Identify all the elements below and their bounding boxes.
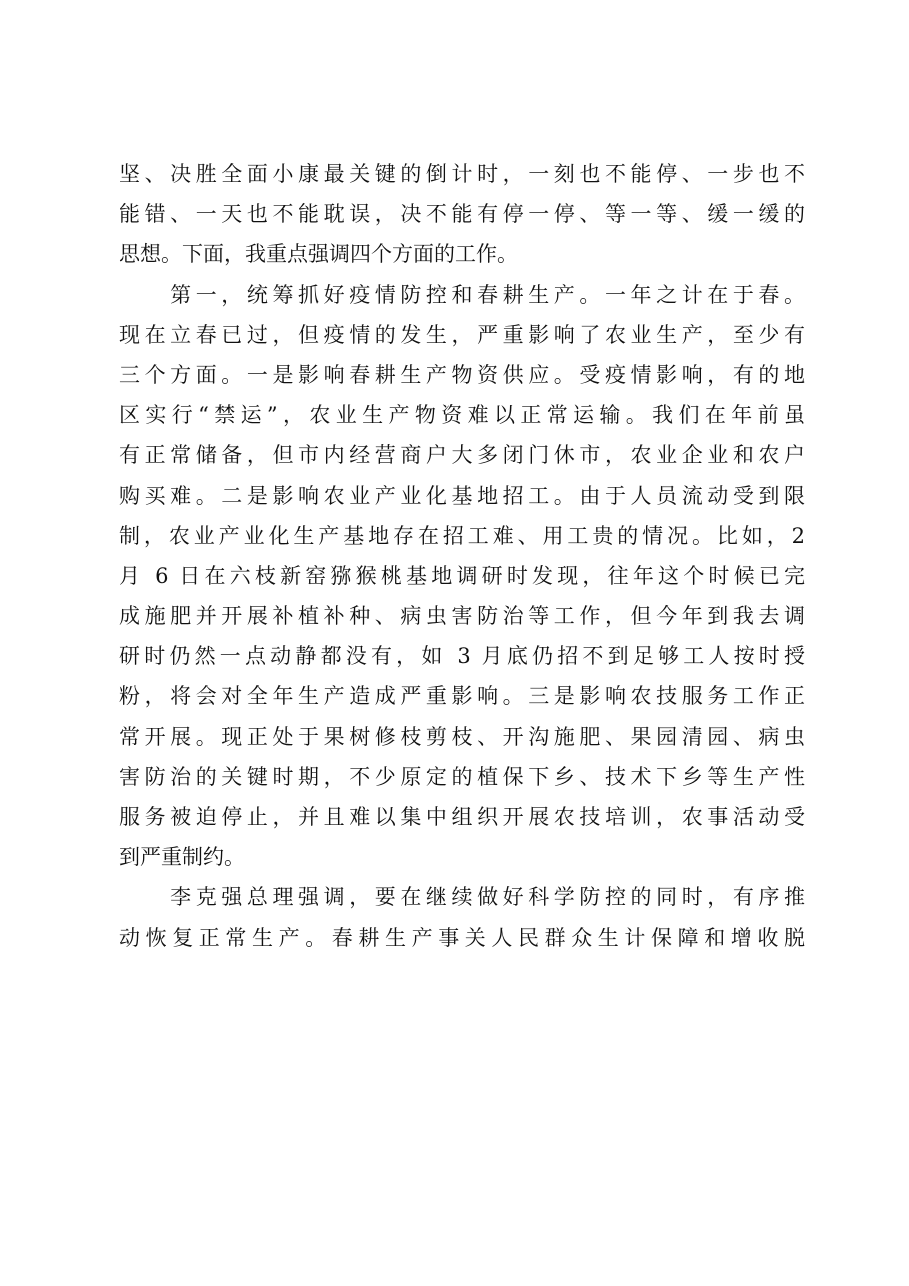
text-line-4: 第一，统筹抓好疫情防控和春耕生产。一年之计在于春。 <box>119 282 805 307</box>
text-line-12: 成施肥并开展补植补种、病虫害防治等工作，但今年到我去调 <box>119 604 805 629</box>
text-line-2: 能错、一天也不能耽误，决不能有停一停、等一等、缓一缓的 <box>119 202 805 227</box>
text-line-19: 李克强总理强调，要在继续做好科学防控的同时，有序推 <box>119 885 805 910</box>
text-line-7: 区实行“禁运”，农业生产物资难以正常运输。我们在年前虽 <box>119 403 805 428</box>
text-line-9: 购买难。二是影响农业产业化基地招工。由于人员流动受到限 <box>119 483 805 508</box>
text-line-18: 到严重制约。 <box>119 845 245 870</box>
text-line-1: 坚、决胜全面小康最关键的倒计时，一刻也不能停、一步也不 <box>119 162 805 186</box>
text-line-15: 常开展。现正处于果树修枝剪枝、开沟施肥、果园清园、病虫 <box>119 724 805 749</box>
text-line-13: 研时仍然一点动静都没有，如 3 月底仍招不到足够工人按时授 <box>119 644 805 669</box>
text-line-20: 动恢复正常生产。春耕生产事关人民群众生计保障和增收脱 <box>119 925 805 950</box>
text-line-16: 害防治的关键时期，不少原定的植保下乡、技术下乡等生产性 <box>119 764 805 789</box>
text-line-5: 现在立春已过，但疫情的发生，严重影响了农业生产，至少有 <box>119 322 805 347</box>
text-line-10: 制，农业产业化生产基地存在招工难、用工贵的情况。比如，2 <box>119 523 805 548</box>
text-line-11: 月 6 日在六枝新窑猕猴桃基地调研时发现，往年这个时候已完 <box>119 563 805 588</box>
text-line-6: 三个方面。一是影响春耕生产物资供应。受疫情影响，有的地 <box>119 362 805 387</box>
text-line-3: 思想。下面，我重点强调四个方面的工作。 <box>119 242 518 267</box>
body-text <box>119 154 805 958</box>
text-line-17: 服务被迫停止，并且难以集中组织开展农技培训，农事活动受 <box>119 805 805 829</box>
text-line-14: 粉，将会对全年生产造成严重影响。三是影响农技服务工作正 <box>119 684 805 709</box>
text-line-8: 有正常储备，但市内经营商户大多闭门休市，农业企业和农户 <box>119 443 805 468</box>
